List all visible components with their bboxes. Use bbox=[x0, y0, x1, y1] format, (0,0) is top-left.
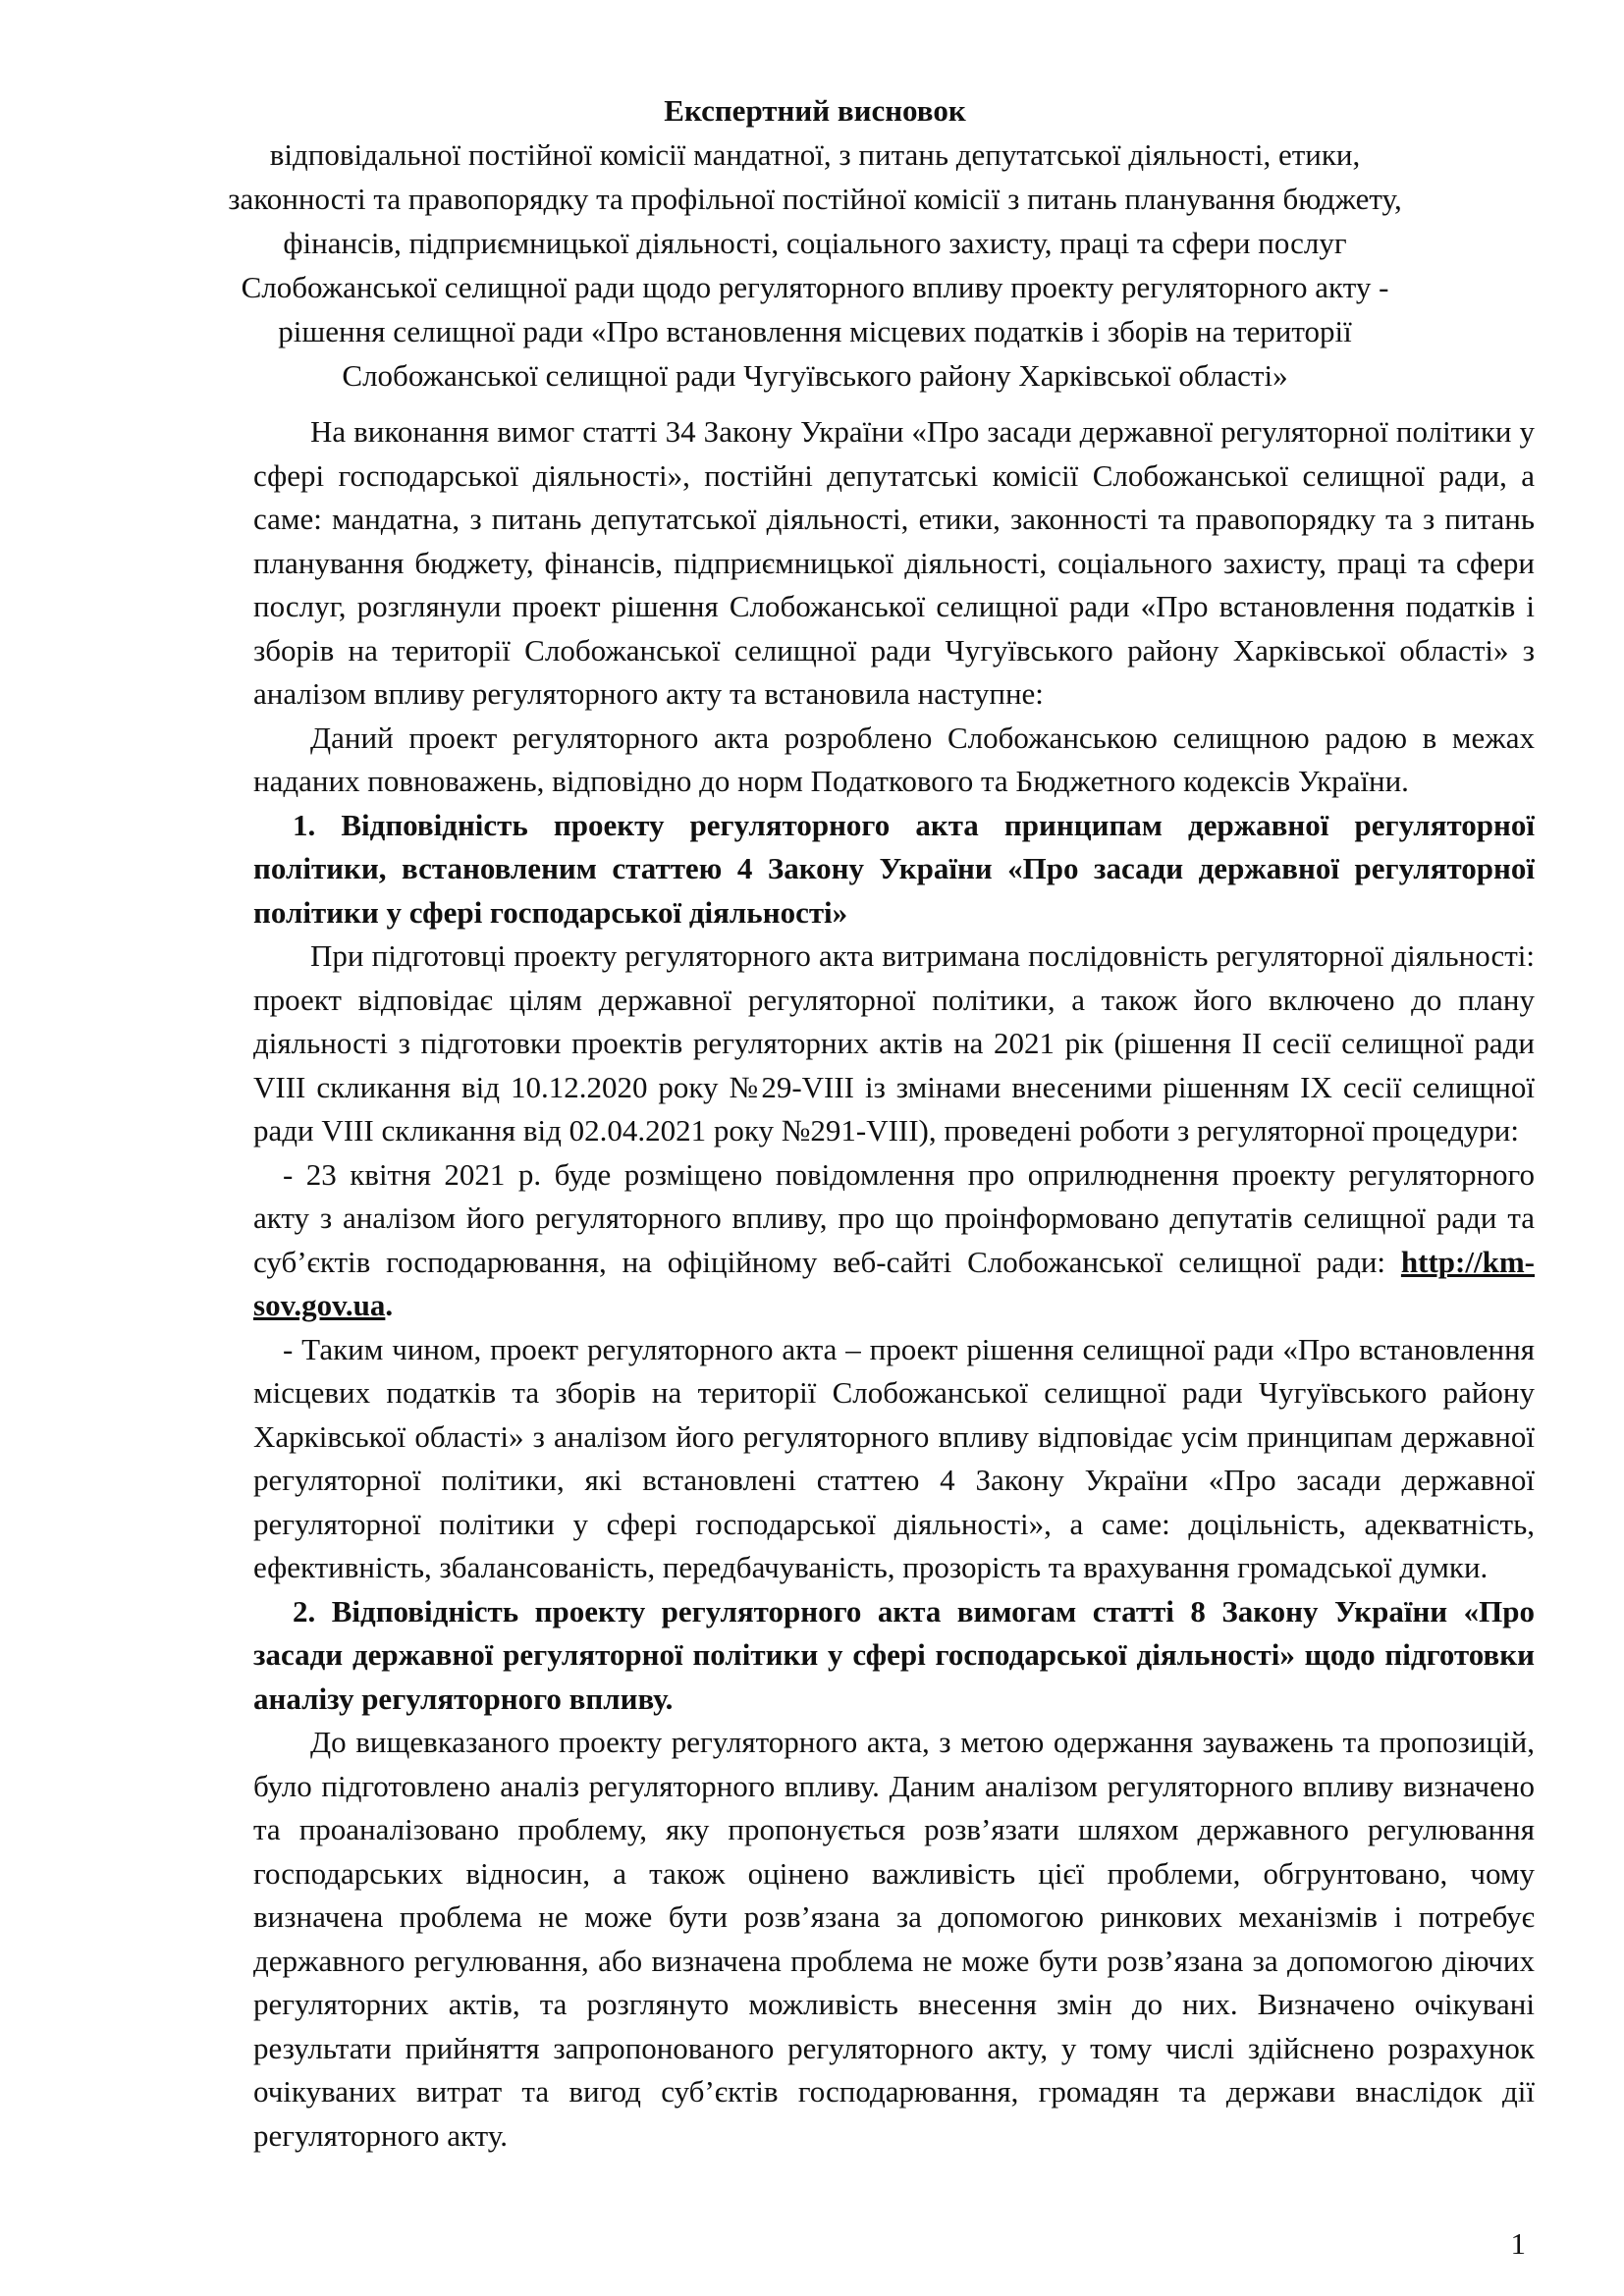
title-line-2: законності та правопорядку та профільної постійної комісії з питань планування бюджету, bbox=[228, 182, 1402, 216]
document-body bbox=[253, 410, 1535, 2158]
page-number: 1 bbox=[1510, 2226, 1526, 2261]
title-line-6: Слобожанської селищної ради Чугуївського району Харківської області» bbox=[342, 358, 1288, 393]
website-link[interactable]: http://km-sov.gov.ua bbox=[253, 1244, 1535, 1322]
title-line-3: фінансів, підприємницької діяльності, соціального захисту, праці та сфери послуг bbox=[283, 226, 1347, 260]
paragraph-authority: Даний проект регуляторного акта розроблено Слобожанською селищною радою в межах наданих повноважень, відповідно до норм Податкового та Бюджетного кодексів України. bbox=[253, 720, 1535, 798]
list-item-publication-end: . bbox=[385, 1288, 394, 1322]
section-heading-2: 2. Відповідність проекту регуляторного акта вимогам статті 8 Закону України «Про засади державної регуляторної політики у сфері господарської діяльності» щодо підготовки аналізу регуляторного впливу. bbox=[253, 1593, 1535, 1716]
title-line-1: відповідальної постійної комісії мандатної, з питань депутатської діяльності, етики, bbox=[269, 137, 1361, 172]
paragraph-preparation: При підготовці проекту регуляторного акта витримана послідовність регуляторної діяльності: проект відповідає цілям державної регуляторної політики, а також його включено до плану діяльності з підготовки проектів регуляторних актів на 2021 рік (рішення II сесії селищної ради VIII скликання від 10.12.2020 року №29-VIII із змінами внесеними рішенням IX сесії селищної ради VIII скликання від 02.04.2021 року №291-VIII), проведені роботи з регуляторної процедури: bbox=[253, 938, 1535, 1148]
list-item-publication bbox=[253, 1153, 1535, 1328]
paragraph-analysis: До вищевказаного проекту регуляторного акта, з метою одержання зауважень та пропозицій, було підготовлено аналіз регуляторного впливу. Даним аналізом регуляторного впливу визначено та проаналізовано проблему, яку пропонується розв’язати шляхом державного регулювання господарських відносин, а також оцінено важливість цієї проблеми, обгрунтовано, чому визначена проблема не може бути розв’язана за допомогою ринкових механізмів і потребує державного регулювання, або визначена проблема не може бути розв’язана за допомогою діючих регуляторних актів, та розглянуто можливість внесення змін до них. Визначено очікувані результати прийняття запропонованого регуляторного акту, у тому числі здійснено розрахунок очікуваних витрат та вигод суб’єктів господарювання, громадян та держави внаслідок дії регуляторного акту. bbox=[253, 1725, 1535, 2153]
title-line-5: рішення селищної ради «Про встановлення місцевих податків і зборів на території bbox=[278, 314, 1352, 348]
title-line-4: Слобожанської селищної ради щодо регуляторного впливу проекту регуляторного акту - bbox=[241, 270, 1389, 304]
section-heading-1: 1. Відповідність проекту регуляторного акта принципам державної регуляторної політики, встановленим статтею 4 Закону України «Про засади державної регуляторної політики у сфері господарської діяльності» bbox=[253, 807, 1535, 930]
list-item-publication-text: - 23 квітня 2021 р. буде розміщено повідомлення про оприлюднення проекту регуляторного акту з аналізом його регуляторного впливу, про що проінформовано депутатів селищної ради та суб’єктів господарювання, на офіційному веб-сайті Слобожанської селищної ради: bbox=[253, 1156, 1535, 1279]
paragraph-intro: На виконання вимог статті 34 Закону України «Про засади державної регуляторної політики у сфері господарської діяльності», постійні депутатські комісії Слобожанської селищної ради, а саме: мандатна, з питань депутатської діяльності, етики, законності та правопорядку та з питань планування бюджету, фінансів, підприємницької діяльності, соціального захисту, праці та сфери послуг, розглянули проект рішення Слобожанської селищної ради «Про встановлення податків і зборів на території Слобожанської селищної ради Чугуївського району Харківської області» з аналізом впливу регуляторного акту та встановила наступне: bbox=[253, 414, 1535, 711]
list-item-conclusion: - Таким чином, проект регуляторного акта – проект рішення селищної ради «Про встановлення місцевих податків та зборів на території Слобожанської селищної ради Чугуївського району Харківської області» з аналізом його регуляторного впливу відповідає усім принципам державної регуляторної політики, які встановлені статтею 4 Закону України «Про засади державної регуляторної політики у сфері господарської діяльності», а саме: доцільність, адекватність, ефективність, збалансованість, передбачуваність, прозорість та врахування громадської думки. bbox=[253, 1331, 1535, 1584]
document-heading: Експертний висновок bbox=[664, 93, 966, 128]
document-title-block bbox=[196, 88, 1434, 398]
